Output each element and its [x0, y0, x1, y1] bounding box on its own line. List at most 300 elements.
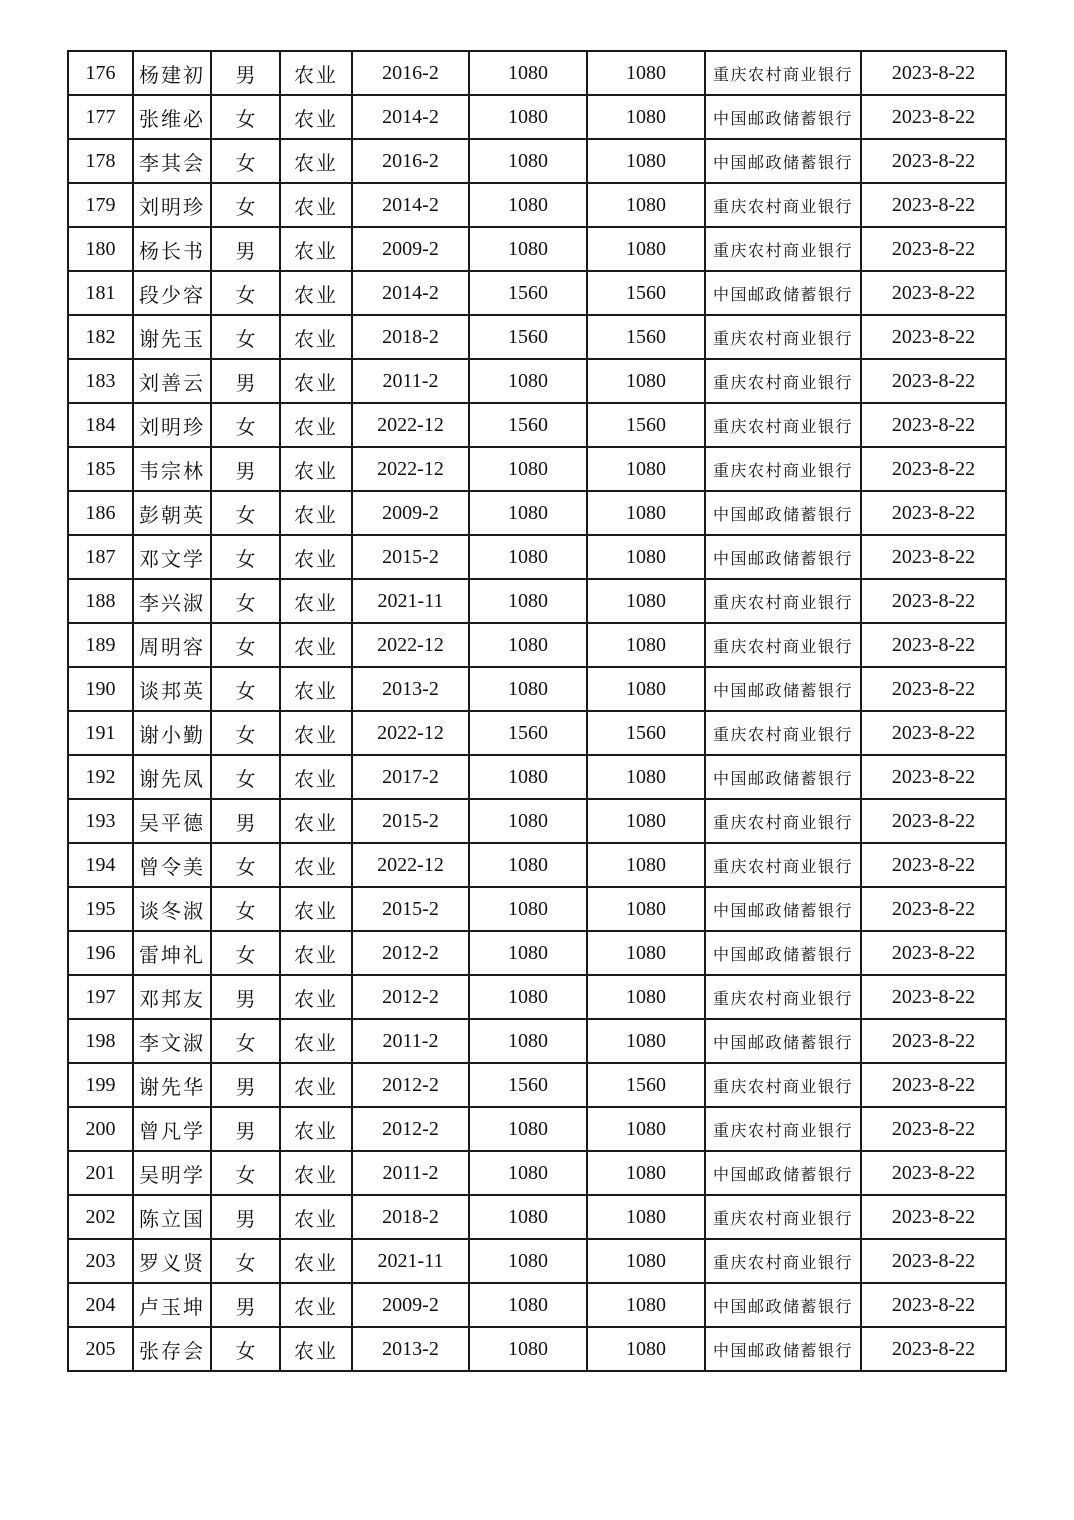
sex-cell: 女	[211, 623, 280, 667]
name-cell: 韦宗林	[133, 447, 211, 491]
amount-cell: 1080	[469, 1283, 587, 1327]
amount-paid-cell: 1080	[587, 843, 705, 887]
table-row	[68, 227, 1006, 271]
table-row	[68, 315, 1006, 359]
payment-date-cell: 2023-8-22	[861, 579, 1006, 623]
amount-paid-cell: 1080	[587, 491, 705, 535]
bank-cell: 重庆农村商业银行	[705, 359, 861, 403]
payment-date-cell: 2023-8-22	[861, 711, 1006, 755]
amount-paid-cell: 1080	[587, 1107, 705, 1151]
bank-cell: 中国邮政储蓄银行	[705, 535, 861, 579]
name-cell: 段少容	[133, 271, 211, 315]
amount-paid-cell: 1080	[587, 139, 705, 183]
bank-cell: 中国邮政储蓄银行	[705, 95, 861, 139]
household-type-cell: 农业	[280, 931, 352, 975]
name-cell: 杨建初	[133, 51, 211, 95]
row-number-cell: 195	[68, 887, 133, 931]
row-number-cell: 199	[68, 1063, 133, 1107]
name-cell: 曾令美	[133, 843, 211, 887]
amount-paid-cell: 1080	[587, 1283, 705, 1327]
household-type-cell: 农业	[280, 271, 352, 315]
amount-cell: 1560	[469, 271, 587, 315]
row-number-cell: 203	[68, 1239, 133, 1283]
bank-cell: 中国邮政储蓄银行	[705, 755, 861, 799]
household-type-cell: 农业	[280, 1327, 352, 1371]
start-date-cell: 2013-2	[352, 667, 469, 711]
payment-date-cell: 2023-8-22	[861, 1327, 1006, 1371]
household-type-cell: 农业	[280, 843, 352, 887]
household-type-cell: 农业	[280, 403, 352, 447]
sex-cell: 女	[211, 403, 280, 447]
table-row	[68, 95, 1006, 139]
row-number-cell: 204	[68, 1283, 133, 1327]
table-row	[68, 711, 1006, 755]
payment-date-cell: 2023-8-22	[861, 755, 1006, 799]
start-date-cell: 2022-12	[352, 447, 469, 491]
table-row	[68, 931, 1006, 975]
sex-cell: 女	[211, 887, 280, 931]
amount-paid-cell: 1080	[587, 359, 705, 403]
sex-cell: 女	[211, 95, 280, 139]
name-cell: 陈立国	[133, 1195, 211, 1239]
start-date-cell: 2015-2	[352, 535, 469, 579]
amount-cell: 1080	[469, 359, 587, 403]
bank-cell: 重庆农村商业银行	[705, 447, 861, 491]
records-table-body	[68, 51, 1006, 1371]
amount-cell: 1080	[469, 1107, 587, 1151]
amount-paid-cell: 1080	[587, 799, 705, 843]
amount-paid-cell: 1080	[587, 535, 705, 579]
amount-cell: 1080	[469, 1151, 587, 1195]
bank-cell: 重庆农村商业银行	[705, 51, 861, 95]
payment-date-cell: 2023-8-22	[861, 447, 1006, 491]
row-number-cell: 197	[68, 975, 133, 1019]
household-type-cell: 农业	[280, 227, 352, 271]
table-row	[68, 1239, 1006, 1283]
household-type-cell: 农业	[280, 183, 352, 227]
table-row	[68, 887, 1006, 931]
bank-cell: 重庆农村商业银行	[705, 1195, 861, 1239]
start-date-cell: 2012-2	[352, 931, 469, 975]
row-number-cell: 178	[68, 139, 133, 183]
name-cell: 谢先玉	[133, 315, 211, 359]
amount-paid-cell: 1080	[587, 931, 705, 975]
table-row	[68, 843, 1006, 887]
bank-cell: 重庆农村商业银行	[705, 975, 861, 1019]
table-row	[68, 51, 1006, 95]
start-date-cell: 2018-2	[352, 1195, 469, 1239]
name-cell: 雷坤礼	[133, 931, 211, 975]
start-date-cell: 2015-2	[352, 799, 469, 843]
household-type-cell: 农业	[280, 799, 352, 843]
bank-cell: 中国邮政储蓄银行	[705, 1019, 861, 1063]
amount-cell: 1080	[469, 755, 587, 799]
household-type-cell: 农业	[280, 359, 352, 403]
name-cell: 李其会	[133, 139, 211, 183]
bank-cell: 中国邮政储蓄银行	[705, 271, 861, 315]
amount-cell: 1080	[469, 667, 587, 711]
amount-paid-cell: 1560	[587, 1063, 705, 1107]
start-date-cell: 2014-2	[352, 95, 469, 139]
sex-cell: 男	[211, 227, 280, 271]
bank-cell: 重庆农村商业银行	[705, 843, 861, 887]
amount-paid-cell: 1080	[587, 623, 705, 667]
payment-date-cell: 2023-8-22	[861, 799, 1006, 843]
sex-cell: 女	[211, 183, 280, 227]
payment-date-cell: 2023-8-22	[861, 623, 1006, 667]
amount-paid-cell: 1080	[587, 1327, 705, 1371]
sex-cell: 女	[211, 667, 280, 711]
sex-cell: 男	[211, 1283, 280, 1327]
name-cell: 曾凡学	[133, 1107, 211, 1151]
table-row	[68, 447, 1006, 491]
household-type-cell: 农业	[280, 1063, 352, 1107]
table-row	[68, 183, 1006, 227]
amount-paid-cell: 1080	[587, 667, 705, 711]
sex-cell: 女	[211, 1327, 280, 1371]
household-type-cell: 农业	[280, 1239, 352, 1283]
payment-date-cell: 2023-8-22	[861, 491, 1006, 535]
sex-cell: 女	[211, 535, 280, 579]
start-date-cell: 2012-2	[352, 1063, 469, 1107]
start-date-cell: 2011-2	[352, 1019, 469, 1063]
amount-cell: 1080	[469, 51, 587, 95]
row-number-cell: 198	[68, 1019, 133, 1063]
payment-date-cell: 2023-8-22	[861, 1019, 1006, 1063]
bank-cell: 重庆农村商业银行	[705, 315, 861, 359]
start-date-cell: 2021-11	[352, 1239, 469, 1283]
amount-paid-cell: 1560	[587, 711, 705, 755]
name-cell: 吴明学	[133, 1151, 211, 1195]
start-date-cell: 2013-2	[352, 1327, 469, 1371]
bank-cell: 重庆农村商业银行	[705, 183, 861, 227]
payment-date-cell: 2023-8-22	[861, 1239, 1006, 1283]
payment-date-cell: 2023-8-22	[861, 271, 1006, 315]
row-number-cell: 188	[68, 579, 133, 623]
sex-cell: 男	[211, 51, 280, 95]
sex-cell: 男	[211, 975, 280, 1019]
amount-paid-cell: 1080	[587, 95, 705, 139]
amount-paid-cell: 1080	[587, 755, 705, 799]
table-row	[68, 491, 1006, 535]
bank-cell: 中国邮政储蓄银行	[705, 139, 861, 183]
amount-cell: 1080	[469, 799, 587, 843]
amount-paid-cell: 1080	[587, 887, 705, 931]
name-cell: 卢玉坤	[133, 1283, 211, 1327]
row-number-cell: 185	[68, 447, 133, 491]
bank-cell: 重庆农村商业银行	[705, 1063, 861, 1107]
sex-cell: 女	[211, 579, 280, 623]
amount-cell: 1080	[469, 491, 587, 535]
bank-cell: 中国邮政储蓄银行	[705, 1327, 861, 1371]
table-row	[68, 403, 1006, 447]
bank-cell: 中国邮政储蓄银行	[705, 667, 861, 711]
table-row	[68, 271, 1006, 315]
start-date-cell: 2022-12	[352, 623, 469, 667]
row-number-cell: 200	[68, 1107, 133, 1151]
amount-cell: 1560	[469, 711, 587, 755]
table-row	[68, 975, 1006, 1019]
amount-paid-cell: 1560	[587, 271, 705, 315]
row-number-cell: 196	[68, 931, 133, 975]
payment-date-cell: 2023-8-22	[861, 887, 1006, 931]
amount-paid-cell: 1080	[587, 183, 705, 227]
sex-cell: 男	[211, 359, 280, 403]
table-row	[68, 623, 1006, 667]
amount-paid-cell: 1080	[587, 975, 705, 1019]
row-number-cell: 179	[68, 183, 133, 227]
name-cell: 张存会	[133, 1327, 211, 1371]
name-cell: 杨长书	[133, 227, 211, 271]
bank-cell: 重庆农村商业银行	[705, 227, 861, 271]
row-number-cell: 194	[68, 843, 133, 887]
amount-paid-cell: 1080	[587, 227, 705, 271]
amount-cell: 1080	[469, 579, 587, 623]
sex-cell: 女	[211, 491, 280, 535]
sex-cell: 男	[211, 1063, 280, 1107]
row-number-cell: 186	[68, 491, 133, 535]
payment-date-cell: 2023-8-22	[861, 1151, 1006, 1195]
household-type-cell: 农业	[280, 535, 352, 579]
amount-cell: 1080	[469, 447, 587, 491]
amount-cell: 1080	[469, 931, 587, 975]
household-type-cell: 农业	[280, 315, 352, 359]
start-date-cell: 2012-2	[352, 975, 469, 1019]
bank-cell: 中国邮政储蓄银行	[705, 491, 861, 535]
start-date-cell: 2017-2	[352, 755, 469, 799]
start-date-cell: 2012-2	[352, 1107, 469, 1151]
payment-date-cell: 2023-8-22	[861, 51, 1006, 95]
amount-paid-cell: 1080	[587, 1239, 705, 1283]
amount-cell: 1080	[469, 535, 587, 579]
amount-cell: 1080	[469, 227, 587, 271]
row-number-cell: 189	[68, 623, 133, 667]
household-type-cell: 农业	[280, 95, 352, 139]
household-type-cell: 农业	[280, 447, 352, 491]
sex-cell: 女	[211, 271, 280, 315]
table-row	[68, 667, 1006, 711]
start-date-cell: 2022-12	[352, 403, 469, 447]
payment-date-cell: 2023-8-22	[861, 359, 1006, 403]
amount-paid-cell: 1560	[587, 315, 705, 359]
payment-date-cell: 2023-8-22	[861, 315, 1006, 359]
table-row	[68, 1195, 1006, 1239]
household-type-cell: 农业	[280, 51, 352, 95]
start-date-cell: 2011-2	[352, 359, 469, 403]
payment-date-cell: 2023-8-22	[861, 1063, 1006, 1107]
start-date-cell: 2011-2	[352, 1151, 469, 1195]
amount-cell: 1080	[469, 139, 587, 183]
table-row	[68, 1107, 1006, 1151]
sex-cell: 男	[211, 799, 280, 843]
row-number-cell: 205	[68, 1327, 133, 1371]
sex-cell: 女	[211, 755, 280, 799]
sex-cell: 女	[211, 711, 280, 755]
name-cell: 谈冬淑	[133, 887, 211, 931]
payment-date-cell: 2023-8-22	[861, 227, 1006, 271]
household-type-cell: 农业	[280, 711, 352, 755]
household-type-cell: 农业	[280, 1283, 352, 1327]
amount-paid-cell: 1080	[587, 447, 705, 491]
payment-date-cell: 2023-8-22	[861, 403, 1006, 447]
payment-date-cell: 2023-8-22	[861, 95, 1006, 139]
name-cell: 邓邦友	[133, 975, 211, 1019]
household-type-cell: 农业	[280, 1107, 352, 1151]
amount-cell: 1080	[469, 1019, 587, 1063]
name-cell: 刘善云	[133, 359, 211, 403]
household-type-cell: 农业	[280, 755, 352, 799]
payment-date-cell: 2023-8-22	[861, 183, 1006, 227]
sex-cell: 女	[211, 1019, 280, 1063]
amount-cell: 1560	[469, 403, 587, 447]
name-cell: 李文淑	[133, 1019, 211, 1063]
name-cell: 彭朝英	[133, 491, 211, 535]
row-number-cell: 191	[68, 711, 133, 755]
household-type-cell: 农业	[280, 491, 352, 535]
row-number-cell: 184	[68, 403, 133, 447]
bank-cell: 中国邮政储蓄银行	[705, 931, 861, 975]
amount-cell: 1080	[469, 843, 587, 887]
name-cell: 谢先凤	[133, 755, 211, 799]
row-number-cell: 177	[68, 95, 133, 139]
row-number-cell: 192	[68, 755, 133, 799]
name-cell: 刘明珍	[133, 403, 211, 447]
table-row	[68, 755, 1006, 799]
start-date-cell: 2009-2	[352, 491, 469, 535]
sex-cell: 女	[211, 139, 280, 183]
row-number-cell: 180	[68, 227, 133, 271]
household-type-cell: 农业	[280, 887, 352, 931]
name-cell: 罗义贤	[133, 1239, 211, 1283]
start-date-cell: 2009-2	[352, 227, 469, 271]
sex-cell: 女	[211, 315, 280, 359]
payment-date-cell: 2023-8-22	[861, 535, 1006, 579]
name-cell: 谢先华	[133, 1063, 211, 1107]
start-date-cell: 2014-2	[352, 271, 469, 315]
amount-cell: 1560	[469, 315, 587, 359]
table-row	[68, 139, 1006, 183]
records-table	[67, 50, 1007, 1372]
table-row	[68, 1019, 1006, 1063]
bank-cell: 重庆农村商业银行	[705, 1107, 861, 1151]
start-date-cell: 2015-2	[352, 887, 469, 931]
amount-paid-cell: 1560	[587, 403, 705, 447]
household-type-cell: 农业	[280, 139, 352, 183]
start-date-cell: 2021-11	[352, 579, 469, 623]
table-row	[68, 359, 1006, 403]
payment-date-cell: 2023-8-22	[861, 843, 1006, 887]
amount-cell: 1080	[469, 1327, 587, 1371]
start-date-cell: 2022-12	[352, 843, 469, 887]
payment-date-cell: 2023-8-22	[861, 139, 1006, 183]
amount-cell: 1080	[469, 95, 587, 139]
household-type-cell: 农业	[280, 667, 352, 711]
bank-cell: 中国邮政储蓄银行	[705, 1283, 861, 1327]
name-cell: 邓文学	[133, 535, 211, 579]
row-number-cell: 183	[68, 359, 133, 403]
payment-date-cell: 2023-8-22	[861, 667, 1006, 711]
payment-date-cell: 2023-8-22	[861, 931, 1006, 975]
row-number-cell: 202	[68, 1195, 133, 1239]
sex-cell: 男	[211, 447, 280, 491]
household-type-cell: 农业	[280, 579, 352, 623]
household-type-cell: 农业	[280, 975, 352, 1019]
amount-paid-cell: 1080	[587, 51, 705, 95]
start-date-cell: 2018-2	[352, 315, 469, 359]
row-number-cell: 190	[68, 667, 133, 711]
amount-paid-cell: 1080	[587, 579, 705, 623]
payment-date-cell: 2023-8-22	[861, 975, 1006, 1019]
table-row	[68, 1151, 1006, 1195]
payment-date-cell: 2023-8-22	[861, 1283, 1006, 1327]
household-type-cell: 农业	[280, 1019, 352, 1063]
amount-paid-cell: 1080	[587, 1151, 705, 1195]
start-date-cell: 2009-2	[352, 1283, 469, 1327]
row-number-cell: 181	[68, 271, 133, 315]
table-row	[68, 1327, 1006, 1371]
amount-cell: 1560	[469, 1063, 587, 1107]
name-cell: 吴平德	[133, 799, 211, 843]
table-row	[68, 1063, 1006, 1107]
bank-cell: 重庆农村商业银行	[705, 579, 861, 623]
bank-cell: 重庆农村商业银行	[705, 711, 861, 755]
household-type-cell: 农业	[280, 1151, 352, 1195]
amount-paid-cell: 1080	[587, 1019, 705, 1063]
bank-cell: 重庆农村商业银行	[705, 1239, 861, 1283]
payment-date-cell: 2023-8-22	[861, 1195, 1006, 1239]
start-date-cell: 2022-12	[352, 711, 469, 755]
household-type-cell: 农业	[280, 623, 352, 667]
amount-cell: 1080	[469, 1239, 587, 1283]
row-number-cell: 176	[68, 51, 133, 95]
start-date-cell: 2014-2	[352, 183, 469, 227]
row-number-cell: 187	[68, 535, 133, 579]
amount-paid-cell: 1080	[587, 1195, 705, 1239]
start-date-cell: 2016-2	[352, 139, 469, 183]
household-type-cell: 农业	[280, 1195, 352, 1239]
name-cell: 刘明珍	[133, 183, 211, 227]
bank-cell: 中国邮政储蓄银行	[705, 887, 861, 931]
sex-cell: 女	[211, 1151, 280, 1195]
amount-cell: 1080	[469, 975, 587, 1019]
row-number-cell: 193	[68, 799, 133, 843]
table-row	[68, 535, 1006, 579]
name-cell: 李兴淑	[133, 579, 211, 623]
start-date-cell: 2016-2	[352, 51, 469, 95]
bank-cell: 重庆农村商业银行	[705, 623, 861, 667]
sex-cell: 女	[211, 1239, 280, 1283]
bank-cell: 中国邮政储蓄银行	[705, 1151, 861, 1195]
amount-cell: 1080	[469, 623, 587, 667]
table-row	[68, 579, 1006, 623]
name-cell: 谢小勤	[133, 711, 211, 755]
sex-cell: 女	[211, 931, 280, 975]
table-row	[68, 799, 1006, 843]
sex-cell: 女	[211, 843, 280, 887]
bank-cell: 重庆农村商业银行	[705, 403, 861, 447]
name-cell: 谈邦英	[133, 667, 211, 711]
name-cell: 周明容	[133, 623, 211, 667]
bank-cell: 重庆农村商业银行	[705, 799, 861, 843]
row-number-cell: 182	[68, 315, 133, 359]
amount-cell: 1080	[469, 183, 587, 227]
amount-cell: 1080	[469, 1195, 587, 1239]
sex-cell: 男	[211, 1107, 280, 1151]
table-row	[68, 1283, 1006, 1327]
sex-cell: 男	[211, 1195, 280, 1239]
row-number-cell: 201	[68, 1151, 133, 1195]
name-cell: 张维必	[133, 95, 211, 139]
